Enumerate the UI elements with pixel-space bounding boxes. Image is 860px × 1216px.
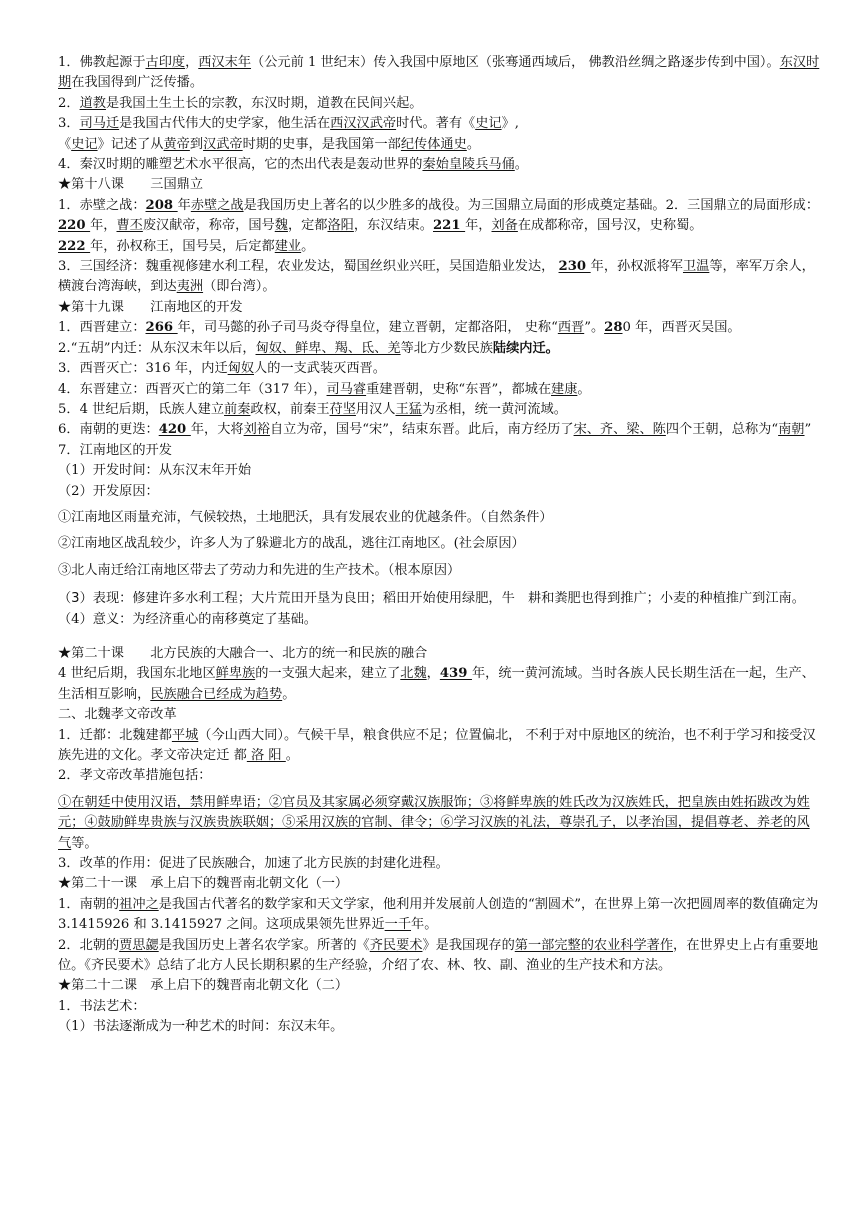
- underlined-term: 220: [58, 218, 91, 234]
- text-line: [58, 94, 820, 114]
- underlined-term: 道教: [79, 95, 106, 111]
- text-run: 2.“五胡”内迁：从东汉末年以后，: [58, 340, 256, 356]
- text-line: [58, 339, 820, 359]
- text-line: [58, 589, 820, 609]
- text-run: 二、北魏孝文帝改革: [58, 707, 177, 723]
- text-run: 《: [58, 136, 72, 152]
- text-run: 陆续内迁。: [492, 340, 559, 356]
- text-run: 年，大将: [190, 422, 244, 438]
- underlined-term: 魏: [274, 218, 288, 234]
- text-run: 废汉献帝，称帝，国号: [142, 218, 275, 234]
- text-run: （1）书法逐渐成为一种艺术的时间：东汉末年。: [58, 1019, 344, 1035]
- text-run: 等。: [71, 835, 98, 851]
- text-run: 在成都称帝，国号汉，史称蜀。: [517, 218, 703, 234]
- text-run: 。: [514, 157, 528, 173]
- underlined-term: 平城: [171, 727, 199, 743]
- underlined-term: 洛阳: [327, 218, 354, 234]
- text-run: （即台湾）。: [203, 279, 276, 295]
- text-line: [58, 610, 820, 630]
- underlined-term: 司马睿: [326, 381, 367, 397]
- text-run: （2）开发原因：: [58, 483, 159, 499]
- text-run: 耕和粪肥也得到推广；小麦的种植推广到江南。: [514, 591, 805, 607]
- underlined-term: 西汉末年: [198, 55, 252, 70]
- text-run: 用汉人: [355, 401, 396, 417]
- underlined-term: 史记: [71, 136, 98, 152]
- text-line: [58, 135, 820, 155]
- text-run: ，在世界史上占有重要地位。《齐民要术》总结了北方人民长期积累的生产经验，介绍了农、林、牧、副、渔业的生产技术和方法。: [58, 937, 819, 974]
- text-run: 为丞相，统一黄河流域。: [421, 401, 567, 417]
- underlined-term: 赤壁之战: [190, 197, 244, 213]
- underlined-term: 北魏: [400, 666, 427, 682]
- text-run: 是我国历史上著名的以少胜多的战役。为三国鼎立局面的形成奠定基础。2．三国鼎立的局面形成：: [243, 197, 820, 213]
- underlined-term: 南朝: [778, 422, 805, 438]
- underlined-term: 208: [145, 197, 178, 213]
- text-line: [58, 854, 820, 874]
- underlined-term: 曹丕: [116, 218, 143, 234]
- text-line: [58, 644, 820, 664]
- text-run: ”: [804, 422, 812, 438]
- underlined-term: 王猛: [395, 401, 422, 417]
- underlined-term: 刘裕: [243, 422, 270, 438]
- text-run: 等，率军万余人，横渡台湾海峡，到达: [58, 259, 815, 295]
- underlined-term: 纪传体通史: [400, 136, 467, 152]
- underlined-term: 宋、齐、梁、陈: [573, 422, 666, 438]
- text-run: 1．佛教起源于: [58, 55, 146, 70]
- underlined-term: 祖冲之: [119, 896, 159, 912]
- text-line: [58, 664, 820, 705]
- text-run: ①江南地区雨量充沛，气候较热，土地肥沃，具有发展农业的优越条件。（自然条件）: [58, 509, 553, 525]
- underlined-term: 苻坚: [329, 401, 356, 417]
- text-line: [58, 155, 820, 175]
- text-run: 》,: [501, 116, 519, 132]
- text-run: 在我国得到广泛传播。: [71, 75, 204, 91]
- text-run: 3．: [58, 116, 80, 132]
- underlined-term: 第一部完整的农业科学著作: [514, 937, 674, 953]
- underlined-term: 221: [433, 218, 466, 234]
- underlined-term: ①在朝廷中使用汉语，禁用鲜卑语；②官员及其家属必须穿戴汉族服饰；③将鲜卑族的姓氏改为汉族姓氏，把皇族由姓拓跋改为姓元；④鼓励鲜卑贵族与汉族贵族联姻；⑤采用汉族的官制、律令；⑥学习汉族的礼法，尊崇孔子，以孝治国，提倡尊老、养老的风气: [58, 794, 810, 851]
- underlined-term: 齐民要术: [369, 937, 423, 953]
- underlined-term: 贾思勰: [119, 937, 159, 953]
- text-run: ★第二十一课 承上启下的魏晋南北朝文化（一）: [58, 876, 349, 892]
- text-line: [58, 561, 820, 581]
- underlined-term: 秦始皇陵兵马俑: [422, 157, 515, 173]
- text-run: 2．北朝的: [58, 937, 120, 953]
- text-run: （4）意义：为经济重心的南移奠定了基础。: [58, 611, 317, 627]
- underlined-term: 266: [145, 320, 178, 336]
- text-run: 人的一支武装灭西晋。: [254, 361, 386, 377]
- text-line: [58, 705, 820, 725]
- text-run: ，定都: [287, 218, 328, 234]
- text-run: 年，司马懿的孙子司马炎夺得皇位，建立晋朝，定都洛阳， 史称“: [177, 320, 558, 336]
- text-line: [58, 196, 820, 237]
- underlined-term: 古印度: [145, 55, 186, 70]
- underlined-term: 222: [58, 238, 91, 254]
- underlined-term: 司马迁: [79, 116, 120, 132]
- underlined-term: 夷洲: [176, 279, 204, 295]
- text-run: ★第十八课 三国鼎立: [58, 177, 204, 193]
- underlined-term: 匈奴: [227, 361, 255, 377]
- underlined-term: 汉武帝: [203, 136, 243, 152]
- text-line: [58, 726, 820, 767]
- text-run: 到: [189, 136, 204, 152]
- text-line: [58, 936, 820, 977]
- text-run: 时期的史事，是我国第一部: [242, 136, 401, 152]
- text-run: 4 世纪后期，我国东北地区: [58, 666, 216, 682]
- text-run: 1．赤壁之战：: [58, 197, 146, 213]
- text-line: [58, 508, 820, 528]
- text-line: [58, 766, 820, 786]
- underlined-term: 439: [439, 666, 472, 682]
- text-run: 7．江南地区的开发: [58, 442, 172, 458]
- underlined-term: 黄帝: [163, 136, 190, 152]
- text-run: 3．西晋灭亡：316 年，内迁: [58, 361, 228, 377]
- text-run: ”。: [584, 320, 605, 336]
- text-run: 年，统一黄河流域。当时各族人民长期生活在一起，生产、生活相互影响，: [58, 666, 815, 702]
- text-run: ★第二十课 北方民族的大融合一、北方的统一和民族的融合: [58, 645, 428, 661]
- text-run: 4．秦汉时期的雕塑艺术水平很高，它的杰出代表是轰动世界的: [58, 157, 423, 173]
- underlined-term: 洛 阳: [246, 748, 286, 763]
- text-line: [58, 359, 820, 379]
- text-line: [58, 895, 820, 936]
- text-line: [58, 114, 820, 134]
- underlined-term: 一千: [384, 917, 412, 933]
- text-run: （今山西大同）。气候干旱，粮食供应不足；位置偏北， 不利于对中原地区的统治，也不利于学习和接受汉族先进的文化。孝文帝决定迁 都: [58, 727, 816, 763]
- underlined-term: 420: [158, 422, 191, 438]
- text-run: 自立为帝，国号“宋”，结束东晋。此后，南方经历了: [269, 422, 574, 438]
- underlined-term: 建康: [551, 381, 578, 397]
- underlined-term: 民族融合已经成为趋势: [150, 686, 283, 702]
- text-run: 年，孙权称王，国号吴，后定都: [90, 238, 275, 254]
- underlined-term: 匈奴、鲜卑、羯、氐、羌: [255, 340, 401, 356]
- text-run: ★第十九课 江南地区的开发: [58, 299, 243, 315]
- text-run: 时代。著有《: [396, 116, 476, 132]
- text-line: [58, 298, 820, 318]
- underlined-term: 28: [604, 320, 623, 336]
- text-run: 。: [282, 686, 296, 702]
- underlined-term: 东汉时期: [58, 55, 820, 91]
- text-run: 是我国古代著名的数学家和天文学家，他利用并发展前人创造的“割圆术”，在世界上第一次把圆周率的数值确定为 3.1415926 和 3.1415927 之间。这项成果领先世界近: [58, 896, 819, 933]
- text-run: （3）表现：修建许多水利工程；大片荒田开垦为良田；稻田开始使用绿肥，牛: [58, 591, 515, 607]
- text-line: [58, 461, 820, 481]
- text-line: [58, 318, 820, 338]
- text-run: （公元前 1 世纪末）传入我国中原地区（张骞通西域后， 佛教沿丝绸之路逐步传到中国）。: [251, 55, 780, 70]
- text-run: ②江南地区战乱较少，许多人为了躲避北方的战乱，逃往江南地区。(社会原因）: [58, 536, 525, 552]
- underlined-term: 史记: [475, 116, 502, 132]
- text-run: 1．西晋建立：: [58, 320, 146, 336]
- text-run: 年，: [465, 218, 492, 234]
- text-run: （1）开发时间：从东汉末年开始: [58, 463, 252, 479]
- text-line: [58, 997, 820, 1017]
- text-run: 是我国土生土长的宗教，东汉时期，道教在民间兴起。: [105, 95, 423, 111]
- underlined-term: 卫温: [682, 259, 710, 275]
- text-line: [58, 400, 820, 420]
- text-run: ★第二十二课 承上启下的魏晋南北朝文化（二）: [58, 978, 349, 994]
- text-run: 0 年，西晋灭吴国。: [622, 320, 741, 336]
- text-run: 年: [177, 197, 191, 213]
- text-line: [58, 793, 820, 854]
- text-line: [58, 237, 820, 257]
- text-run: 重建晋朝，史称“东晋”，都城在: [366, 381, 552, 397]
- text-line: [58, 380, 820, 400]
- text-run: 年，: [90, 218, 117, 234]
- text-run: ，: [185, 55, 199, 70]
- text-run: 。: [577, 381, 591, 397]
- underlined-term: 刘备: [491, 218, 518, 234]
- text-run: 等北方少数民族: [400, 340, 493, 356]
- text-line: [58, 257, 820, 298]
- text-run: 》记述了从: [97, 136, 164, 152]
- text-run: 3．三国经济：魏重视修建水利工程，农业发达，蜀国丝织业兴旺，吴国造船业发达，: [58, 259, 559, 275]
- underlined-term: 建业: [274, 238, 302, 254]
- underlined-term: 前秦: [224, 401, 251, 417]
- text-line: [58, 874, 820, 894]
- underlined-term: 230: [558, 259, 591, 275]
- text-run: 。: [285, 748, 299, 763]
- text-run: ③北人南迁给江南地区带去了劳动力和先进的生产技术。（根本原因）: [58, 562, 461, 578]
- text-run: 是我国古代伟大的史学家，他生活在: [119, 116, 331, 132]
- text-run: 政权，前秦王: [250, 401, 330, 417]
- text-run: 。: [466, 136, 480, 152]
- underlined-term: 西汉汉武帝: [330, 116, 397, 132]
- text-line: [58, 175, 820, 195]
- text-run: 年，孙权派将军: [590, 259, 683, 275]
- text-run: 2．孝文帝改革措施包括：: [58, 768, 212, 784]
- text-line: [58, 534, 820, 554]
- text-line: [58, 1017, 820, 1037]
- underlined-term: 鲜卑族: [215, 666, 256, 682]
- text-run: 4．东晋建立：西晋灭亡的第二年（317 年），: [58, 381, 327, 397]
- text-run: 1．南朝的: [58, 896, 120, 912]
- text-run: 的一支强大起来，建立了: [255, 666, 401, 682]
- text-run: 6．南朝的更迭：: [58, 422, 159, 438]
- underlined-term: 西晋: [557, 320, 585, 336]
- text-run: 年。: [411, 917, 438, 933]
- text-line: [58, 420, 820, 440]
- text-run: 。: [301, 238, 315, 254]
- text-run: 是我国历史上著名农学家。所著的《: [158, 937, 370, 953]
- text-run: 1．迁都：北魏建都: [58, 727, 172, 743]
- text-run: 1．书法艺术：: [58, 998, 146, 1014]
- text-run: 3．改革的作用：促进了民族融合，加速了北方民族的封建化进程。: [58, 856, 449, 872]
- text-run: ，东汉结束。: [353, 218, 433, 234]
- text-line: [58, 441, 820, 461]
- text-line: [58, 53, 820, 94]
- text-line: [58, 976, 820, 996]
- text-run: 2．: [58, 95, 80, 111]
- text-run: 5．4 世纪后期，氐族人建立: [58, 401, 225, 417]
- text-run: 》是我国现存的: [422, 937, 515, 953]
- text-run: 四个王朝，总称为“: [665, 422, 779, 438]
- text-run: ，: [426, 666, 440, 682]
- text-line: [58, 482, 820, 502]
